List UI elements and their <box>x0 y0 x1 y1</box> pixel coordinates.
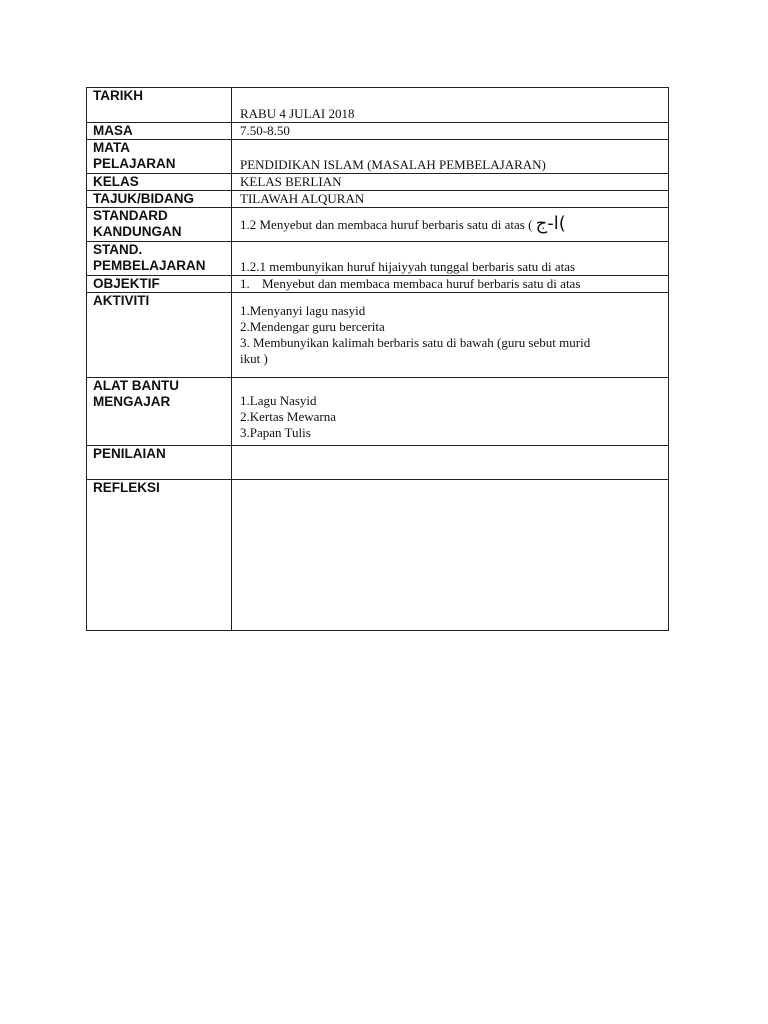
row-stand-pembelajaran <box>87 242 669 276</box>
label-kelas: KELAS <box>87 174 232 191</box>
row-tajuk-bidang <box>87 191 669 208</box>
row-penilaian <box>87 446 669 480</box>
alat-bantu-top-gap <box>240 378 664 393</box>
aktiviti-item-1: 1.Menyanyi lagu nasyid <box>240 303 366 318</box>
value-refleksi <box>232 480 669 631</box>
label-standard-kandungan <box>87 208 232 242</box>
label-refleksi: REFLEKSI <box>87 480 232 631</box>
aktiviti-item-3-continued: ikut ) <box>240 351 268 366</box>
value-tarikh: RABU 4 JULAI 2018 <box>232 88 669 123</box>
standard-kandungan-text: 1.2 Menyebut dan membaca huruf berbaris satu di atas ( <box>240 217 533 232</box>
row-alat-bantu-mengajar <box>87 378 669 446</box>
value-kelas: KELAS BERLIAN <box>232 174 669 191</box>
value-objektif <box>232 276 669 293</box>
value-stand-pembelajaran: 1.2.1 membunyikan huruf hijaiyyah tunggal berbaris satu di atas <box>232 242 669 276</box>
row-masa <box>87 123 669 140</box>
label-mata-pelajaran-line-1: MATA <box>93 140 130 155</box>
alat-bantu-item-2: 2.Kertas Mewarna <box>240 409 337 424</box>
label-mata-pelajaran-line-2: PELAJARAN <box>93 156 176 171</box>
label-tarikh: TARIKH <box>87 88 232 123</box>
objektif-text: Menyebut dan membaca membaca huruf berbaris satu di atas <box>262 276 581 291</box>
label-penilaian: PENILAIAN <box>87 446 232 480</box>
label-tajuk-bidang: TAJUK/BIDANG <box>87 191 232 208</box>
row-refleksi <box>87 480 669 631</box>
label-masa: MASA <box>87 123 232 140</box>
label-standard-kandungan-line-1: STANDARD <box>93 208 168 223</box>
value-alat-bantu-mengajar <box>232 378 669 446</box>
label-stand-pembelajaran-line-1: STAND. <box>93 242 143 257</box>
value-penilaian <box>232 446 669 480</box>
arabic-letters: ا-ج <box>535 213 559 234</box>
label-aktiviti: AKTIVITI <box>87 293 232 378</box>
label-alat-bantu-line-1: ALAT BANTU <box>93 378 179 393</box>
row-aktiviti <box>87 293 669 378</box>
value-standard-kandungan <box>232 208 669 242</box>
aktiviti-item-3: 3. Membunyikan kalimah berbaris satu di bawah (guru sebut murid <box>240 335 591 350</box>
aktiviti-top-gap <box>240 293 664 303</box>
label-stand-pembelajaran-line-2: PEMBELAJARAN <box>93 258 206 273</box>
label-alat-bantu-mengajar <box>87 378 232 446</box>
alat-bantu-item-1: 1.Lagu Nasyid <box>240 393 317 408</box>
row-mata-pelajaran <box>87 140 669 174</box>
label-objektif: OBJEKTIF <box>87 276 232 293</box>
objektif-number: 1. <box>240 276 250 291</box>
label-alat-bantu-line-2: MENGAJAR <box>93 394 171 409</box>
label-stand-pembelajaran <box>87 242 232 276</box>
label-standard-kandungan-line-2: KANDUNGAN <box>93 224 182 239</box>
value-tajuk-bidang: TILAWAH ALQURAN <box>232 191 669 208</box>
row-objektif <box>87 276 669 293</box>
row-kelas <box>87 174 669 191</box>
value-masa: 7.50-8.50 <box>232 123 669 140</box>
aktiviti-item-2: 2.Mendengar guru bercerita <box>240 319 385 334</box>
standard-kandungan-close-paren: ) <box>558 213 566 234</box>
value-mata-pelajaran: PENDIDIKAN ISLAM (MASALAH PEMBELAJARAN) <box>232 140 669 174</box>
alat-bantu-item-3: 3.Papan Tulis <box>240 425 311 440</box>
value-aktiviti <box>232 293 669 378</box>
label-mata-pelajaran <box>87 140 232 174</box>
lesson-plan-table <box>86 87 669 631</box>
row-tarikh <box>87 88 669 123</box>
row-standard-kandungan <box>87 208 669 242</box>
